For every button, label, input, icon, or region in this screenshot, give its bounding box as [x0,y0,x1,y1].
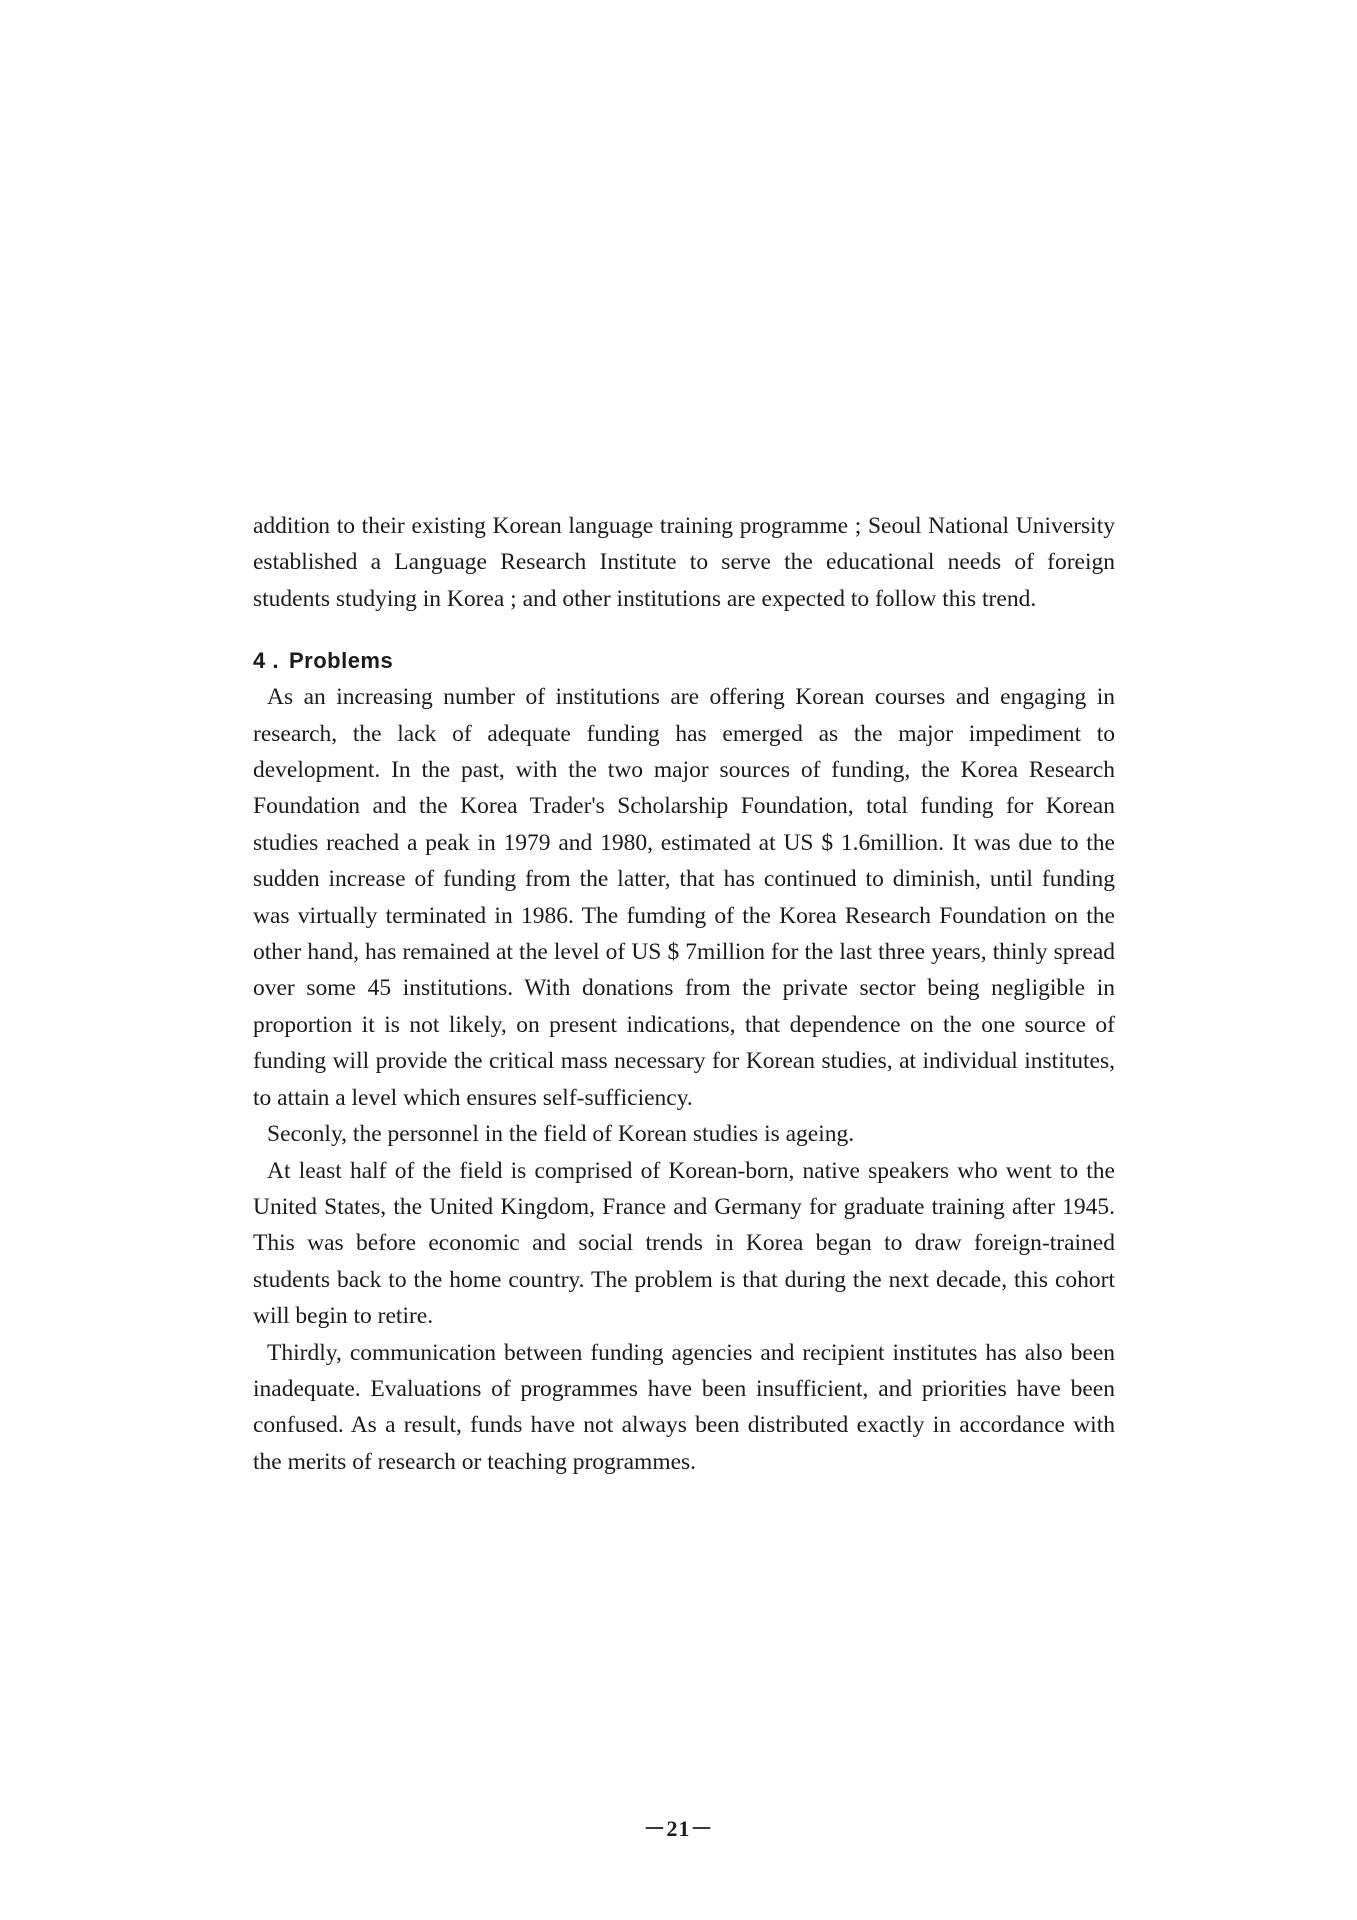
paragraph-funding: As an increasing number of institutions are offering Korean courses and engaging in research, the lack of adequate funding has emerged as the major impediment to development. In the past, with the two major sources of funding, the Korea Research Foundation and the Korea Trader's Scholarship Foundation, total funding for Korean studies reached a peak in 1979 and 1980, estimated at US $ 1.6million. It was due to the sudden increase of funding from the latter, that has continued to diminish, until funding was virtually terminated in 1986. The fumding of the Korea Research Foundation on the other hand, has remained at the level of US $ 7million for the last three years, thinly spread over some 45 institutions. With donations from the private sector being negligible in proportion it is not likely, on present indications, that dependence on the one source of funding will provide the critical mass necessary for Korean studies, at individual institutes, to attain a level which ensures self-sufficiency. [253,684,1115,1111]
section-title: Problems [288,648,394,674]
document-body [253,508,1115,1480]
paragraph-ageing-detail: At least half of the field is comprised of Korean-born, native speakers who went to the United States, the United Kingdom, France and Germany for graduate training after 1945. This was before economic and social trends in Korea began to draw foreign-trained students back to the home country. The problem is that during the next decade, this cohort will begin to retire. [253,1157,1115,1330]
section-number: 4 . [253,648,279,674]
paragraph-personnel: Seconly, the personnel in the field of Korean studies is ageing. [267,1121,855,1148]
intro-paragraph: addition to their existing Korean language training programme ; Seoul National University established a Language Research Institute to serve the educational needs of foreign students studying in Korea ; and other institutions are expected to follow this trend. [253,513,1115,612]
page-number: －21－ [643,1816,714,1841]
paragraph-communication: Thirdly, communication between funding agencies and recipient institutes has also been inadequate. Evaluations of programmes have been insufficient, and priorities have been confused. As a result, funds have not always been distributed exactly in accordance with the merits of research or teaching programmes. [253,1339,1115,1475]
section-heading [253,643,1115,679]
